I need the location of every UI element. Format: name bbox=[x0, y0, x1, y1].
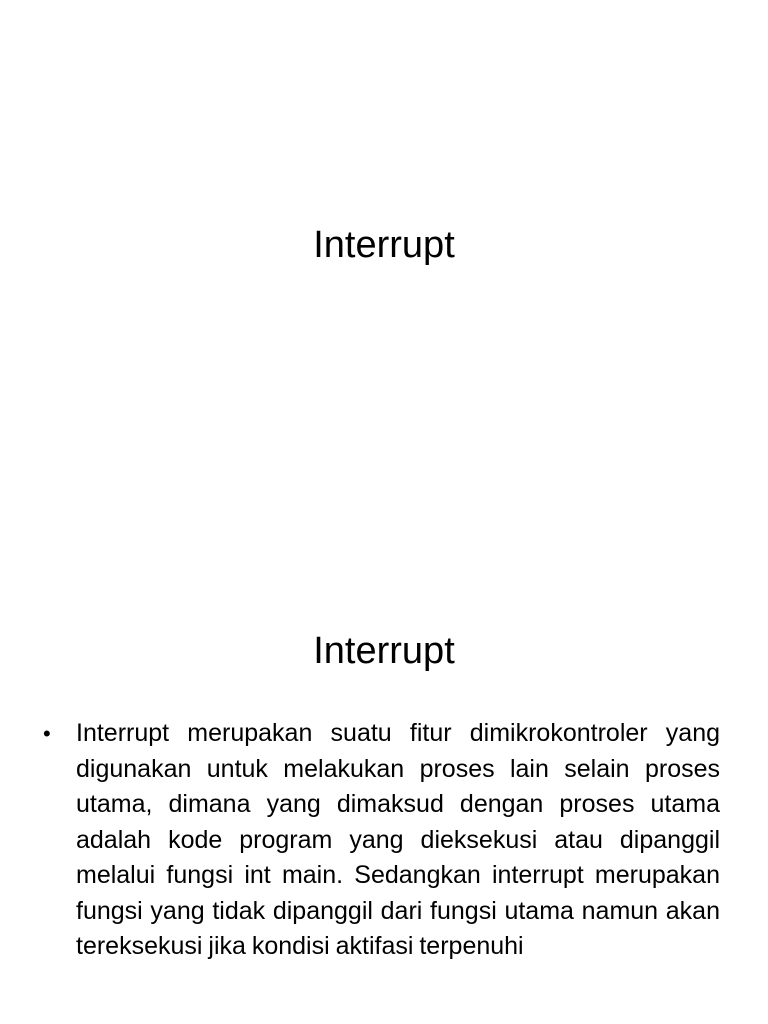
slide-2-title: Interrupt bbox=[313, 630, 455, 672]
bullet-icon: • bbox=[43, 721, 51, 746]
slide-2 bbox=[0, 512, 768, 1024]
bullet-item bbox=[40, 716, 720, 965]
bullet-text: Interrupt merupakan suatu fitur dimikrokontroler yang digunakan untuk melakukan proses lain selain proses utama, dimana yang dimaksud dengan proses utama adalah kode program yang dieksekusi atau dipanggil melalui fungsi int main. Sedangkan interrupt merupakan fungsi yang tidak dipanggil dari fungsi utama namun akan tereksekusi jika kondisi aktifasi terpenuhi bbox=[76, 719, 720, 960]
bullet-list bbox=[40, 716, 720, 965]
slide-1-title: Interrupt bbox=[313, 224, 455, 266]
